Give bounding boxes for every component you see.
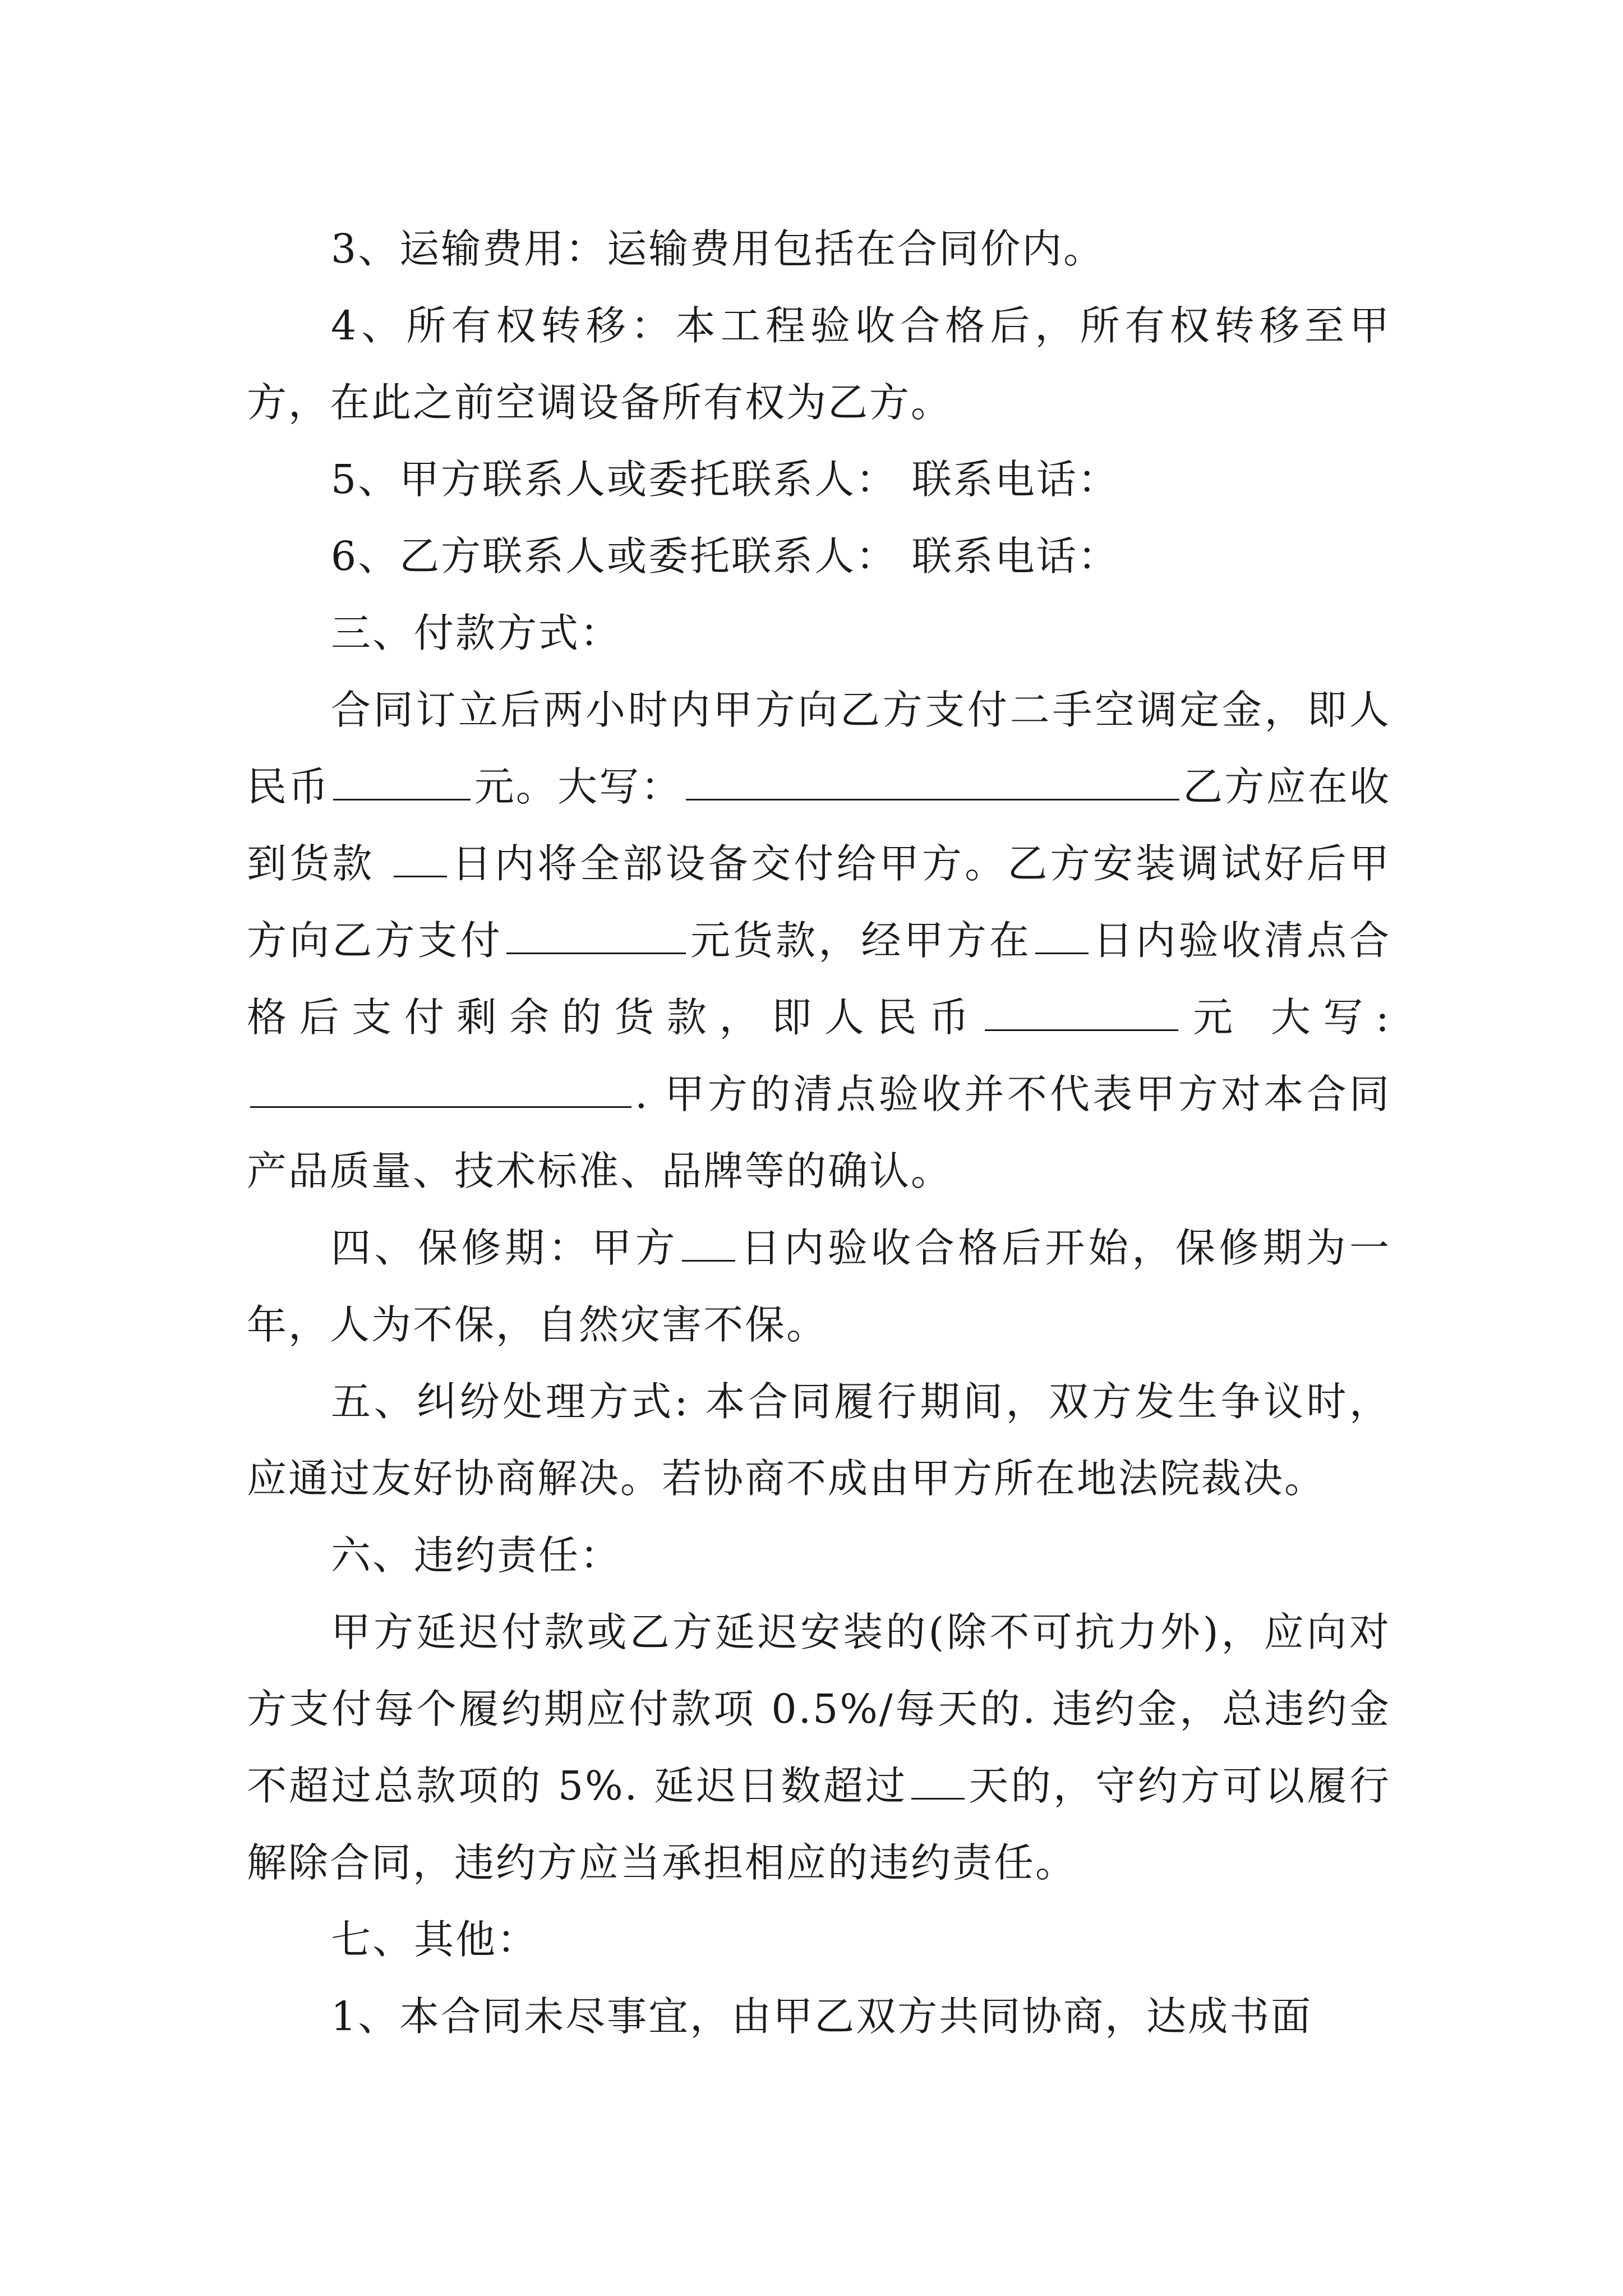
breach-text-2: 天的，守约方可以履行解除合同，违约方应当承担相应的违约责任。 bbox=[247, 1763, 1391, 1886]
delay-days-blank bbox=[911, 1763, 965, 1800]
payment-text-2: 元。大写： bbox=[474, 763, 683, 810]
payment-text-8: . 甲方的清点验收并不代表甲方对本合同产品质量、技术标准、品牌等的确认。 bbox=[247, 1071, 1391, 1194]
balance-amount-blank bbox=[985, 995, 1178, 1031]
clause-party-a-contact: 5、甲方联系人或委托联系人： 联系电话： bbox=[331, 456, 1119, 503]
warranty-text-1: 四、保修期：甲方 bbox=[331, 1225, 679, 1271]
clause-transport-fee: 3、运输费用：运输费用包括在合同价内。 bbox=[331, 226, 1105, 272]
clause-payment-terms bbox=[247, 671, 1391, 1209]
clause-dispute-resolution: 五、纠纷处理方式: 本合同履行期间，双方发生争议时，应通过友好协商解决。若协商不成由甲方所在地法院裁决。 bbox=[247, 1378, 1391, 1502]
clause-breach-liability bbox=[247, 1594, 1391, 1901]
section-other-heading: 七、其他： bbox=[331, 1916, 539, 1963]
warranty-days-blank bbox=[682, 1225, 735, 1262]
section-breach-heading: 六、违约责任： bbox=[331, 1532, 622, 1579]
clause-other-1: 1、本合同未尽事宜，由甲乙双方共同协商，达成书面 bbox=[331, 1993, 1313, 2040]
payment-text-6: 日内验收清点合格后支付剩余的货款，即人民币 bbox=[247, 917, 1391, 1041]
payment-text-3: 乙方应在收到货款 bbox=[247, 763, 1391, 887]
payment-text-5: 元货款，经甲方在 bbox=[689, 917, 1032, 964]
section-payment-heading: 三、付款方式： bbox=[331, 610, 622, 656]
inspection-days-blank bbox=[1035, 918, 1089, 954]
breach-text-1: 甲方延迟付款或乙方延迟安装的(除不可抗力外)，应向对方支付每个履约期应付款项 0.5%/每天的. 违约金，总违约金不超过总款项的 5%. 延迟日数超过 bbox=[247, 1609, 1391, 1809]
payment-text-7: 元 大写: bbox=[1182, 994, 1391, 1041]
clause-ownership-transfer: 4、所有权转移：本工程验收合格后，所有权转移至甲方，在此之前空调设备所有权为乙方。 bbox=[247, 302, 1391, 426]
balance-amount-words-blank bbox=[250, 1071, 631, 1108]
warranty-text-2: 日内验收合格后开始，保修期为一年，人为不保，自然灾害不保。 bbox=[247, 1225, 1391, 1348]
installment-amount-blank bbox=[506, 918, 686, 954]
clause-party-b-contact: 6、乙方联系人或委托联系人： 联系电话： bbox=[331, 533, 1119, 579]
delivery-days-blank bbox=[394, 841, 447, 877]
deposit-amount-blank bbox=[333, 764, 471, 800]
document-body bbox=[247, 210, 1391, 2055]
clause-warranty bbox=[247, 1209, 1391, 1363]
payment-text-4: 日内将全部设备交付给甲方。乙方安装调试好后甲方向乙方支付 bbox=[247, 840, 1391, 964]
payment-text-1: 合同订立后两小时内甲方向乙方支付二手空调定金，即人民币 bbox=[247, 687, 1391, 810]
deposit-amount-words-blank bbox=[686, 764, 1179, 800]
